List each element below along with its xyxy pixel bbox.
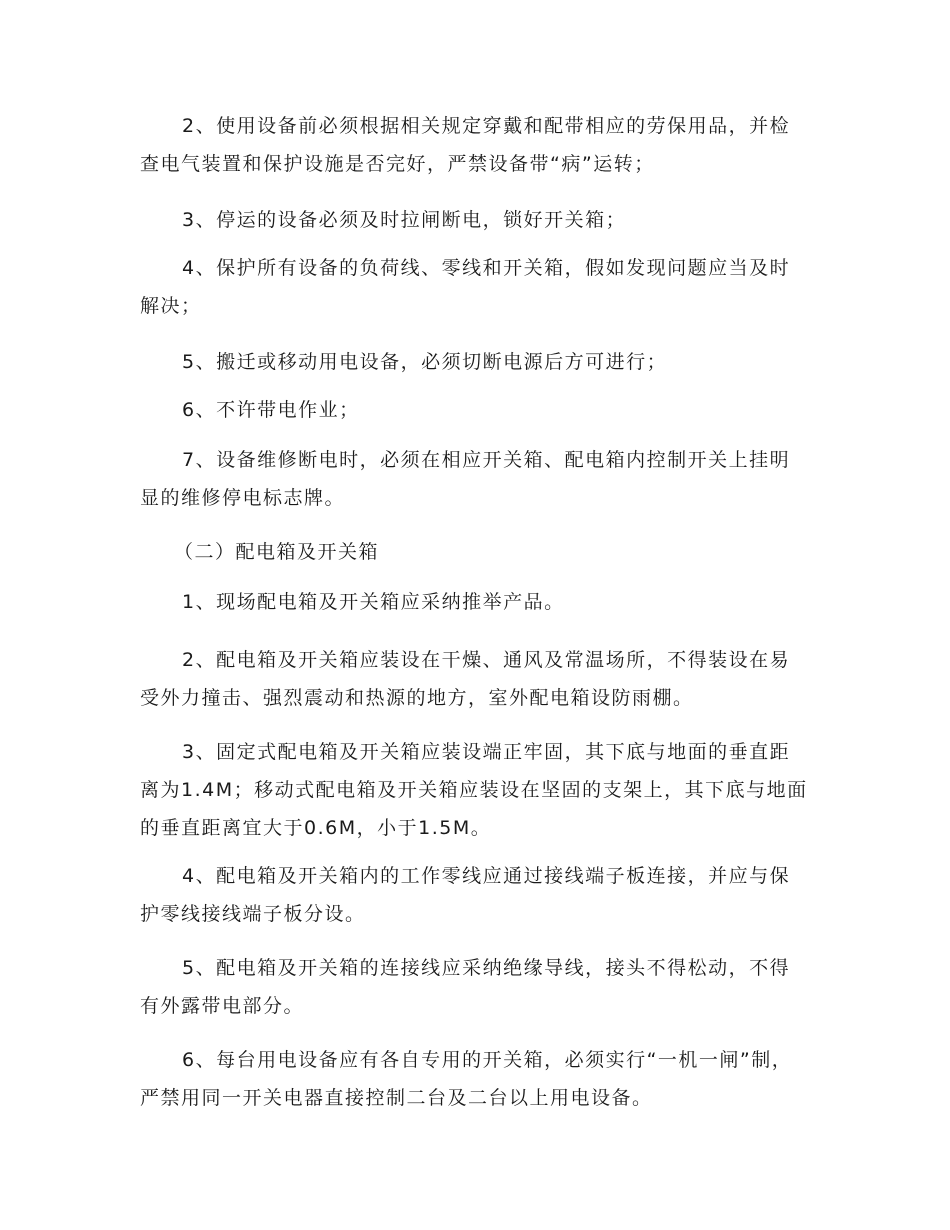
paragraph-item-4: 4、保护所有设备的负荷线、零线和开关箱，假如发现问题应当及时解决； bbox=[140, 257, 791, 317]
paragraph-box-6: 6、每台用电设备应有各自专用的开关箱，必须实行“一机一闸”制，严禁用同一开关电器直接控制二台及二台以上用电设备。 bbox=[140, 1049, 793, 1109]
paragraph-box-3: 3、固定式配电箱及开关箱应装设端正牢固，其下底与地面的垂直距离为1.4M；移动式配电箱及开关箱应装设在坚固的支架上，其下底与地面的垂直距离宜大于0.6M，小于1.5M。 bbox=[140, 741, 808, 839]
section-heading: （二）配电箱及开关箱 bbox=[174, 541, 380, 563]
paragraph-box-4: 4、配电箱及开关箱内的工作零线应通过接线端子板连接，并应与保护零线接线端子板分设。 bbox=[140, 865, 791, 925]
paragraph-item-3: 3、停运的设备必须及时拉闸断电，锁好开关箱； bbox=[182, 209, 627, 231]
paragraph-box-1: 1、现场配电箱及开关箱应采纳推举产品。 bbox=[182, 591, 565, 613]
paragraph-box-5: 5、配电箱及开关箱的连接线应采纳绝缘导线，接头不得松动，不得有外露带电部分。 bbox=[140, 957, 791, 1017]
paragraph-item-7: 7、设备维修断电时，必须在相应开关箱、配电箱内控制开关上挂明显的维修停电标志牌。 bbox=[140, 449, 791, 509]
paragraph-box-2: 2、配电箱及开关箱应装设在干燥、通风及常温场所，不得装设在易受外力撞击、强烈震动和热源的地方，室外配电箱设防雨棚。 bbox=[140, 649, 791, 709]
paragraph-item-6: 6、不许带电作业； bbox=[182, 399, 360, 421]
paragraph-item-5: 5、搬迁或移动用电设备，必须切断电源后方可进行； bbox=[182, 351, 668, 373]
paragraph-item-2: 2、使用设备前必须根据相关规定穿戴和配带相应的劳保用品，并检查电气装置和保护设施是否完好，严禁设备带“病”运转； bbox=[140, 115, 791, 175]
